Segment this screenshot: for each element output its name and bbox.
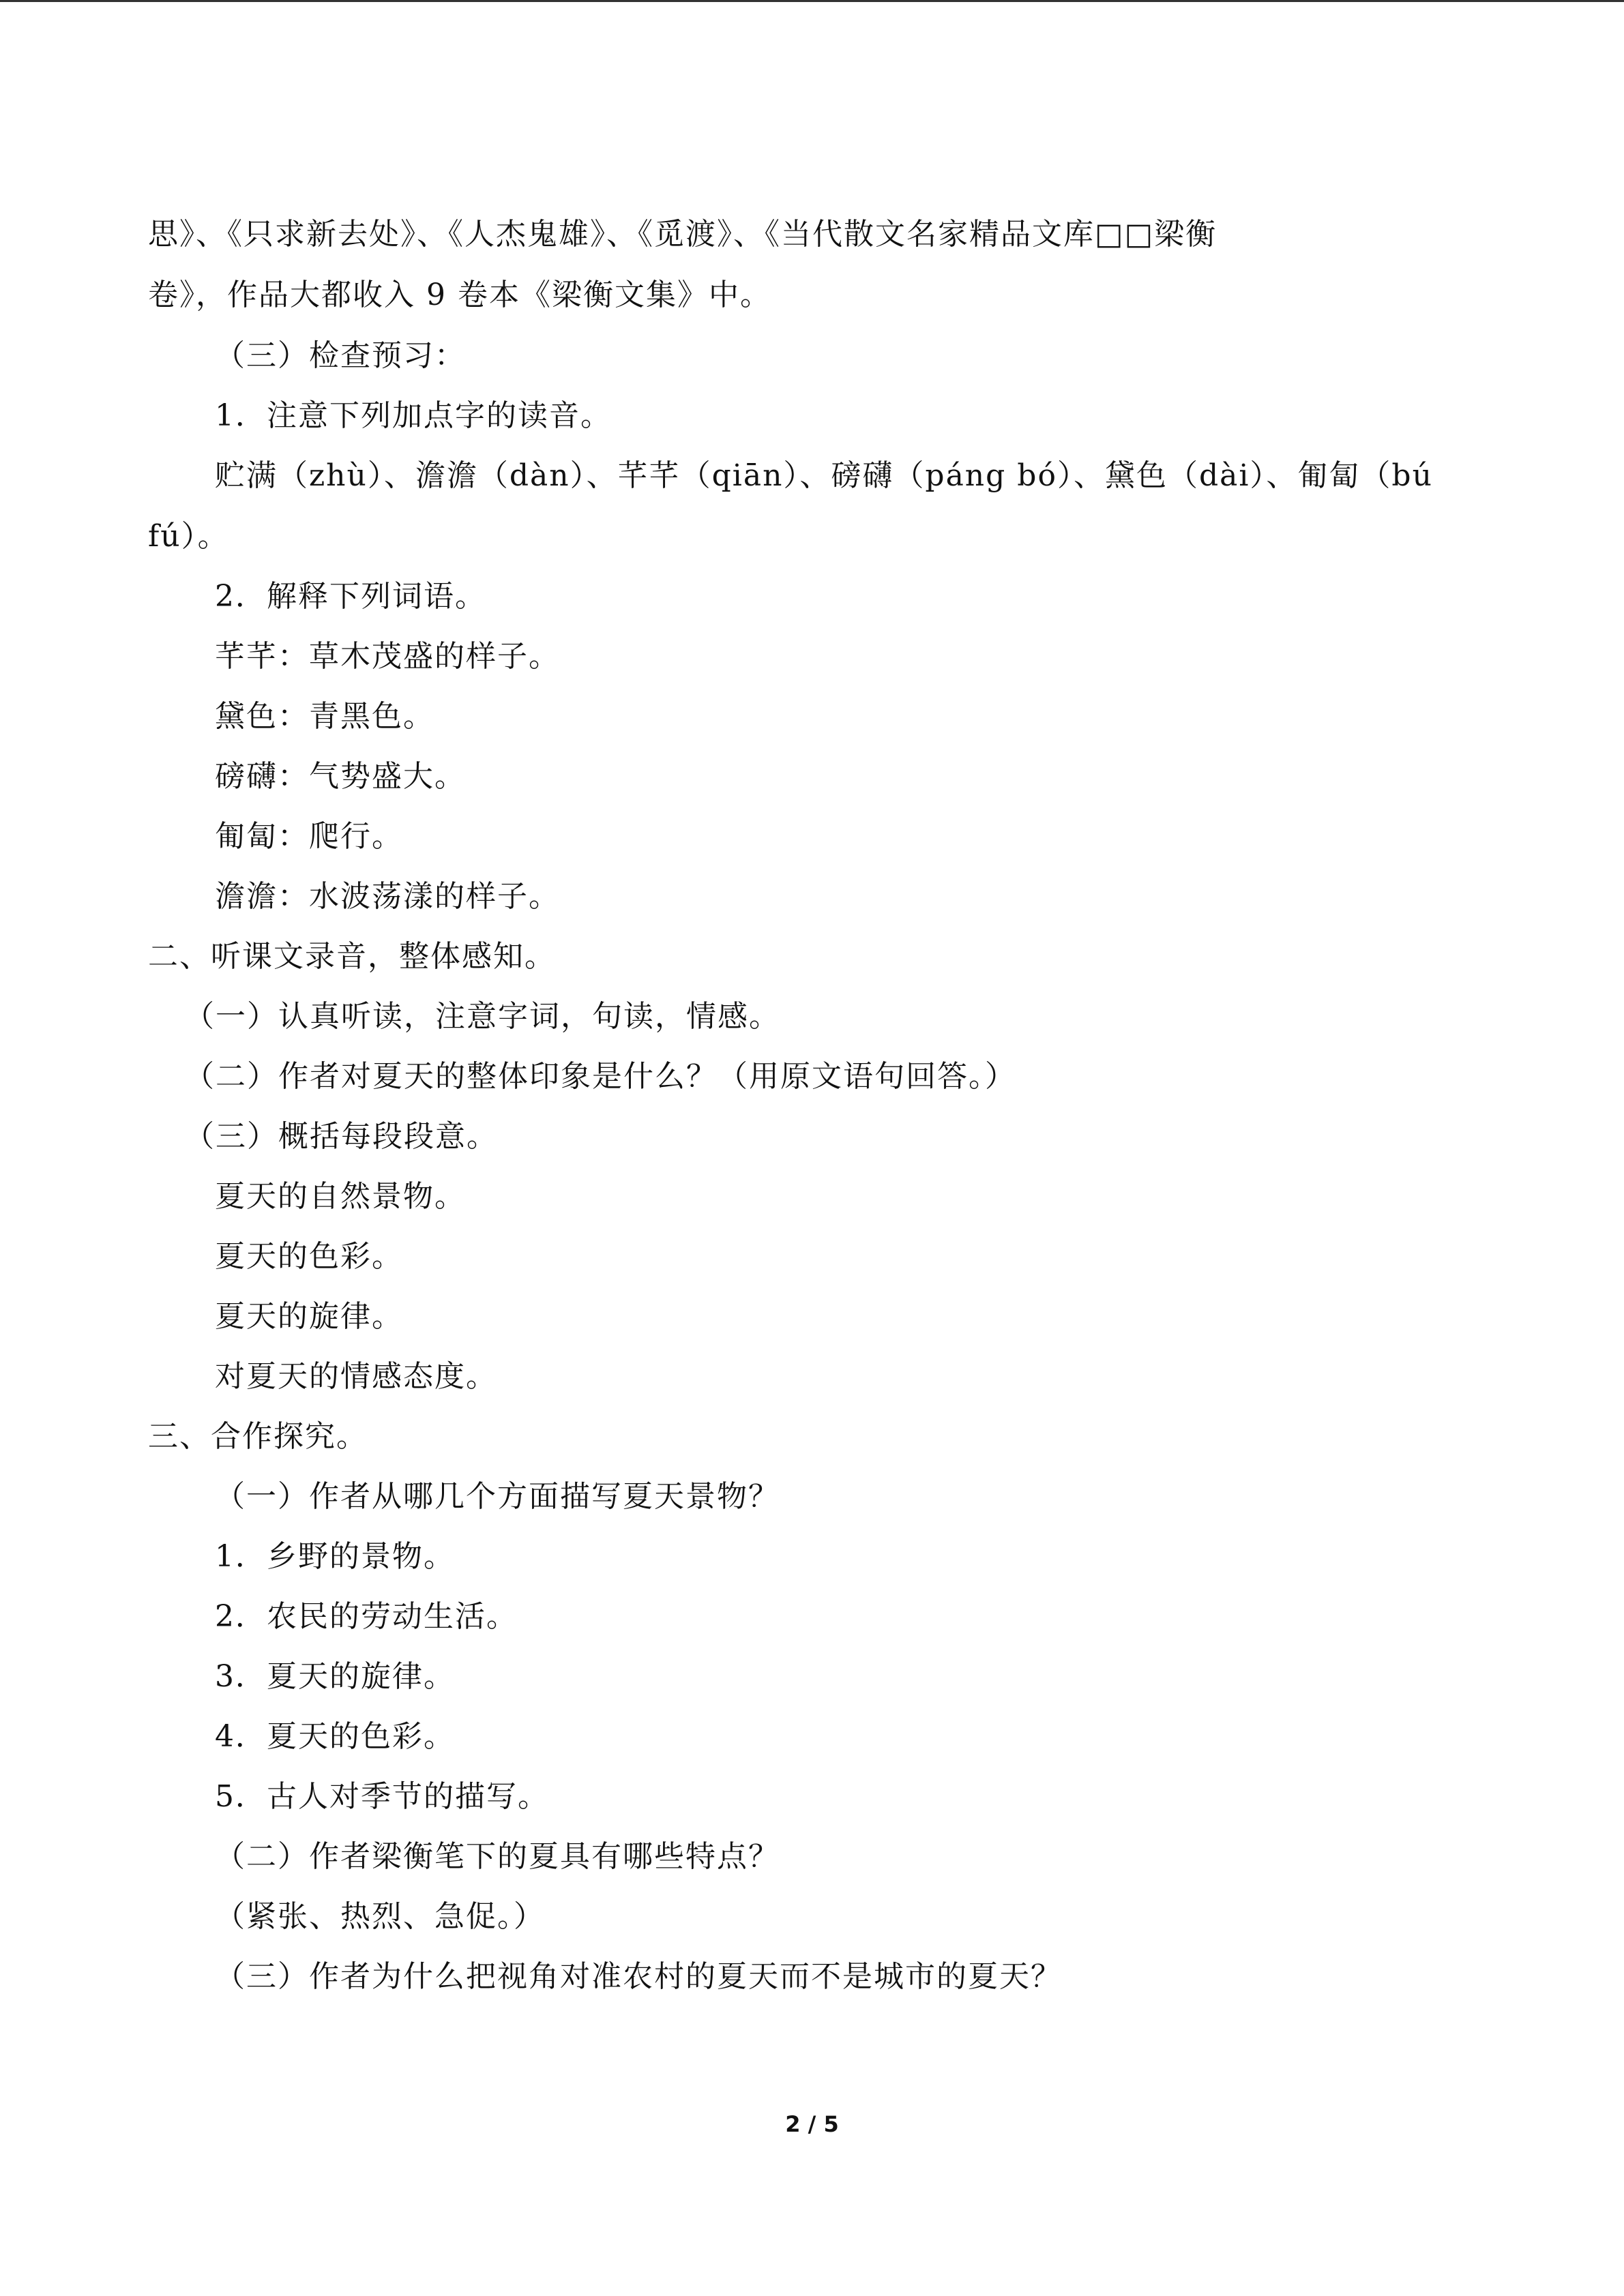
text-line: （紧张、热烈、急促。） xyxy=(215,1899,545,1934)
sub-item: （三）作者为什么把视角对准农村的夏天而不是城市的夏天？ xyxy=(215,1959,1062,1994)
text-line: fú）。 xyxy=(148,519,229,554)
section-heading: 二、听课文录音，整体感知。 xyxy=(148,939,556,974)
page-number: 2 / 5 xyxy=(785,2111,839,2137)
list-item: 1．乡野的景物。 xyxy=(215,1539,455,1574)
definition-line: 黛色：青黑色。 xyxy=(215,699,434,734)
section-heading: （三）检查预习： xyxy=(215,338,466,373)
text-line: 思》、《只求新去处》、《人杰鬼雄》、《觅渡》、《当代散文名家精品文库□□梁衡 xyxy=(148,217,1217,252)
text-line: 夏天的自然景物。 xyxy=(215,1179,466,1214)
question-item: 1．注意下列加点字的读音。 xyxy=(215,398,612,433)
text-line: 夏天的旋律。 xyxy=(215,1299,403,1334)
sub-item: （一）认真听读，注意字词，句读，情感。 xyxy=(184,999,780,1034)
definition-line: 匍匐：爬行。 xyxy=(215,819,403,854)
text-line: 贮满（zhù）、澹澹（dàn）、芊芊（qiān）、磅礴（páng bó）、黛色（dài）、匍匐（bú xyxy=(215,458,1433,493)
text-line: 卷》，作品大都收入 9 卷本《梁衡文集》中。 xyxy=(148,278,771,312)
definition-line: 芊芊：草木茂盛的样子。 xyxy=(215,639,560,674)
sub-item: （二）作者梁衡笔下的夏具有哪些特点？ xyxy=(215,1839,780,1874)
question-item: 2．解释下列词语。 xyxy=(215,579,486,614)
section-heading: 三、合作探究。 xyxy=(148,1419,368,1454)
list-item: 4．夏天的色彩。 xyxy=(215,1719,455,1754)
text-line: 对夏天的情感态度。 xyxy=(215,1359,497,1394)
sub-item: （二）作者对夏天的整体印象是什么？（用原文语句回答。） xyxy=(184,1059,1016,1094)
list-item: 2．农民的劳动生活。 xyxy=(215,1599,518,1634)
list-item: 3．夏天的旋律。 xyxy=(215,1659,455,1694)
list-item: 5．古人对季节的描写。 xyxy=(215,1779,549,1814)
sub-item: （一）作者从哪几个方面描写夏天景物？ xyxy=(215,1479,780,1514)
sub-item: （三）概括每段段意。 xyxy=(184,1119,498,1154)
text-line: 夏天的色彩。 xyxy=(215,1239,403,1274)
definition-line: 磅礴：气势盛大。 xyxy=(215,759,466,794)
definition-line: 澹澹：水波荡漾的样子。 xyxy=(215,879,560,914)
page-top-border xyxy=(0,0,1624,2)
